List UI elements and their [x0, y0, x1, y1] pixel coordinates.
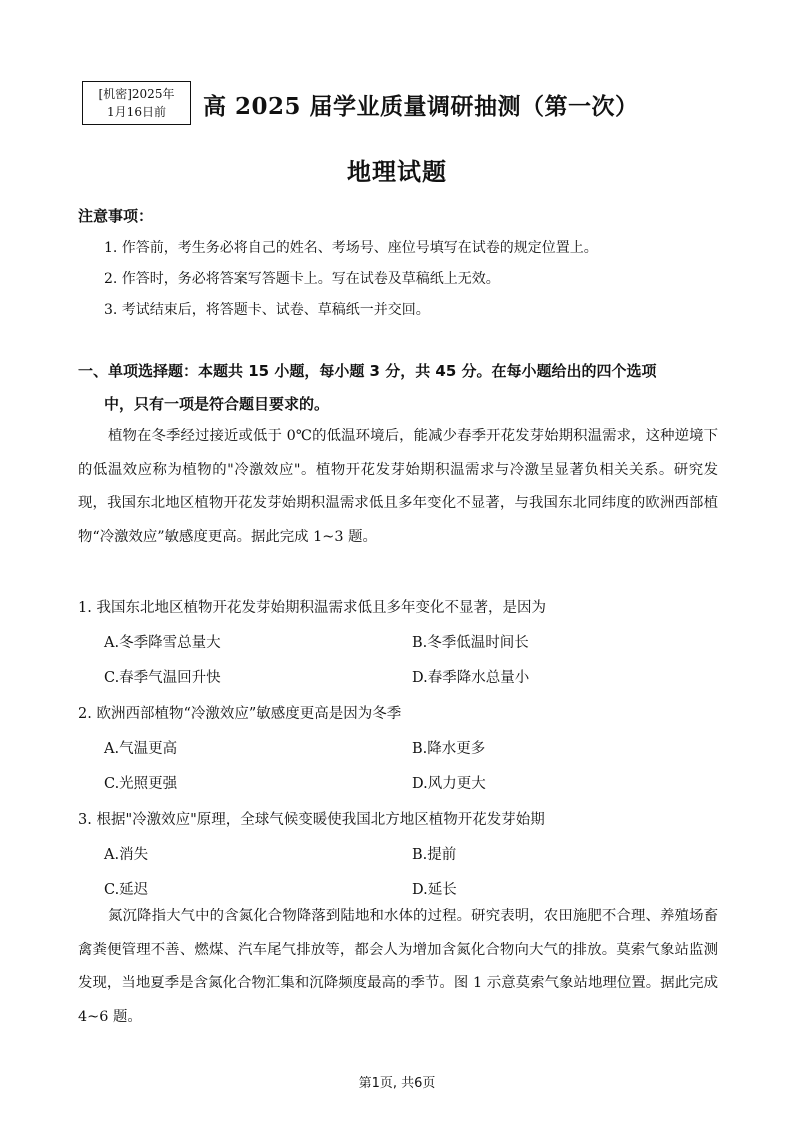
question-3-stem: 3. 根据"冷激效应"原理，全球气候变暖使我国北方地区植物开花发芽始期 — [78, 812, 545, 828]
section-heading-line-2: 中，只有一项是符合题目要求的。 — [104, 395, 330, 413]
notice-item-1: 1. 作答前，考生务必将自己的姓名、考场号、座位号填写在试卷的规定位置上。 — [104, 240, 598, 256]
question-1-option-c: C.春季气温回升快 — [104, 670, 221, 686]
question-3-option-c: C.延迟 — [104, 882, 149, 898]
question-1-stem: 1. 我国东北地区植物开花发芽始期积温需求低且多年变化不显著，是因为 — [78, 600, 546, 616]
passage-2: 氮沉降指大气中的含氮化合物降落到陆地和水体的过程。研究表明，农田施肥不合理、养殖场畜禽粪便管理不善、燃煤、汽车尾气排放等，都会人为增加含氮化合物向大气的排放。莫索气象站监测发现，当地夏季是含氮化合物汇集和沉降频度最高的季节。图 1 示意莫索气象站地理位置。据此完成 4~6 题。 — [78, 908, 718, 1025]
question-1-option-d: D.春季降水总量小 — [412, 670, 530, 686]
question-1-option-b: B.冬季低温时间长 — [412, 635, 529, 651]
question-2-option-c: C.光照更强 — [104, 776, 178, 792]
question-2-option-d: D.风力更大 — [412, 776, 486, 792]
confidential-stamp — [82, 81, 191, 125]
question-3-option-b: B.提前 — [412, 847, 457, 863]
question-3-option-a: A.消失 — [104, 847, 149, 863]
question-2-option-b: B.降水更多 — [412, 741, 486, 757]
notice-item-3: 3. 考试结束后，将答题卡、试卷、草稿纸一并交回。 — [104, 302, 430, 318]
passage-1: 植物在冬季经过接近或低于 0℃的低温环境后，能减少春季开花发芽始期积温需求，这种逆境下的低温效应称为植物的"冷激效应"。植物开花发芽始期积温需求与冷激呈显著负相关关系。研究发现，我国东北地区植物开花发芽始期积温需求低且多年变化不显著，与我国东北同纬度的欧洲西部植物“冷激效应”敏感度更高。据此完成 1~3 题。 — [78, 428, 718, 545]
question-3-option-d: D.延长 — [412, 882, 457, 898]
question-2-stem: 2. 欧洲西部植物“冷激效应”敏感度更高是因为冬季 — [78, 706, 402, 722]
notice-item-2: 2. 作答时，务必将答案写答题卡上。写在试卷及草稿纸上无效。 — [104, 271, 500, 287]
question-2-option-a: A.气温更高 — [104, 741, 178, 757]
notice-title: 注意事项： — [78, 207, 154, 225]
question-1-option-a: A.冬季降雪总量大 — [104, 635, 221, 651]
stamp-line-2: 1月16日前 — [107, 105, 166, 119]
exam-subtitle: 地理试题 — [347, 157, 447, 186]
section-heading-line-1: 一、单项选择题：本题共 15 小题，每小题 3 分，共 45 分。在每小题给出的四个选项 — [78, 362, 657, 380]
stamp-line-1: [机密]2025年 — [98, 87, 175, 101]
page-number: 第1页, 共6页 — [358, 1076, 436, 1091]
exam-title: 高 2025 届学业质量调研抽测（第一次） — [203, 93, 639, 120]
